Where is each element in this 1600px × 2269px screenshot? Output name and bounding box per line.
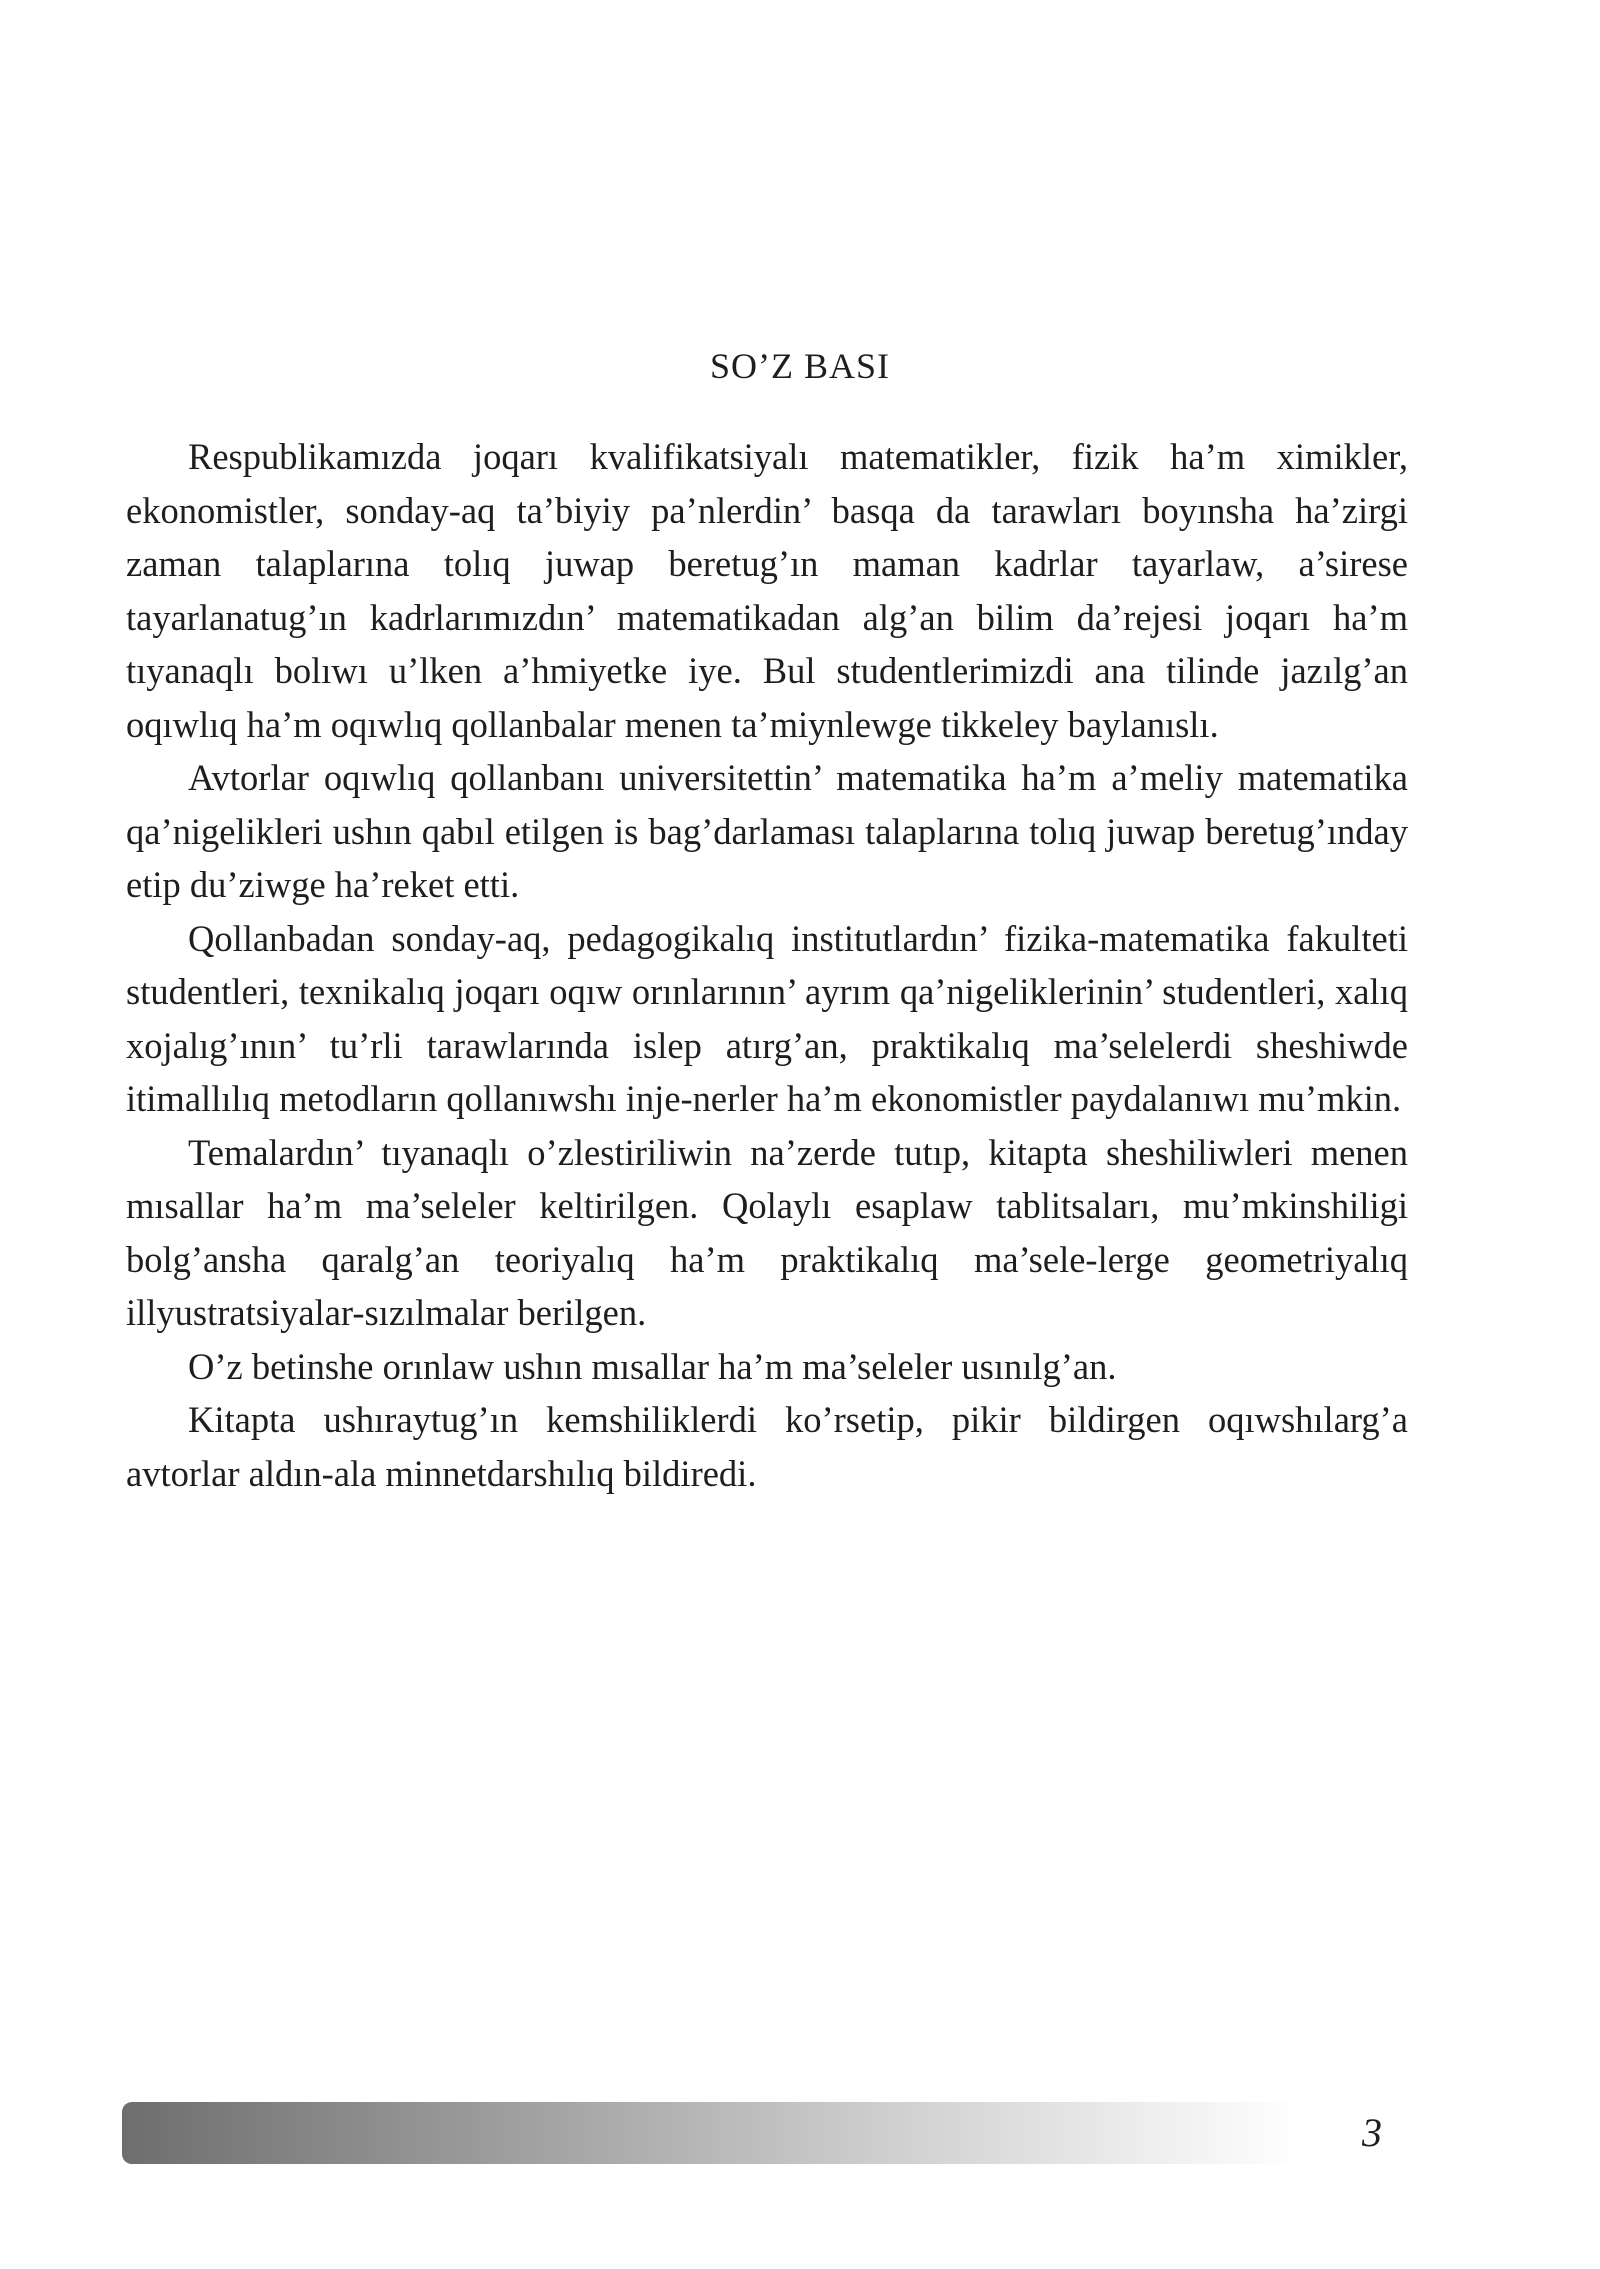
paragraph: Kitapta ushıraytug’ın kemshiliklerdi ko’rsetip, pikir bildirgen oqıwshılarg’a avtorlar aldın-ala minnetdarshılıq bildiredi. [126,1399,1408,1494]
page-title: SO’Z BASI [709,346,891,386]
paragraph: Temalardın’ tıyanaqlı o’zlestiriliwin na’zerde tutıp, kitapta sheshiliwleri menen mısallar ha’m ma’seleler keltirilgen. Qolaylı esaplaw tablitsaları, mu’mkinshiligi bolg’ansha qaralg’an teoriyalıq ha’m praktikalıq ma’sele-lerge geometriyalıq illyustratsiyalar-sızılmalar berilgen. [126,1131,1408,1333]
footer-gradient-bar [122,2102,1302,2164]
body-text [126,430,1408,1500]
paragraph: Avtorlar oqıwlıq qollanbanı universitettin’ matematika ha’m a’meliy matematika qa’nigelikleri ushın qabıl etilgen is bag’darlaması talaplarına tolıq juwap beretug’ınday etip du’ziwge ha’reket etti. [126,757,1408,905]
paragraph: Qollanbadan sonday-aq, pedagogikalıq institutlardın’ fizika-matematika fakulteti studentleri, texnikalıq joqarı oqıw orınlarının’ ayrım qa’nigeliklerinin’ studentleri, xalıq xojalıg’ının’ tu’rli tarawlarında islep atırg’an, praktikalıq ma’selelerdi sheshiwde itimallılıq metodların qollanıwshı inje-nerler ha’m ekonomistler paydalanıwı mu’mkin. [126,917,1408,1119]
paragraph: Respublikamızda joqarı kvalifikatsiyalı matematikler, fizik ha’m ximikler, ekonomistler, sonday-aq ta’biyiy pa’nlerdin’ basqa da tarawları boyınsha ha’zirgi zaman talaplarına tolıq juwap beretug’ın maman kadrlar tayarlaw, a’sirese tayarlanatug’ın kadrlarımızdın’ matematikadan alg’an bilim da’rejesi joqarı ha’m tıyanaqlı bolıwı u’lken a’hmiyetke iye. Bul studentlerimizdi ana tilinde jazılg’an oqıwlıq ha’m oqıwlıq qollanbalar menen ta’miynlewge tikkeley baylanıslı. [126,436,1408,745]
page-number: 3 [1362,2110,1382,2155]
paragraph: O’z betinshe orınlaw ushın mısallar ha’m ma’seleler usınılg’an. [188,1345,1117,1387]
